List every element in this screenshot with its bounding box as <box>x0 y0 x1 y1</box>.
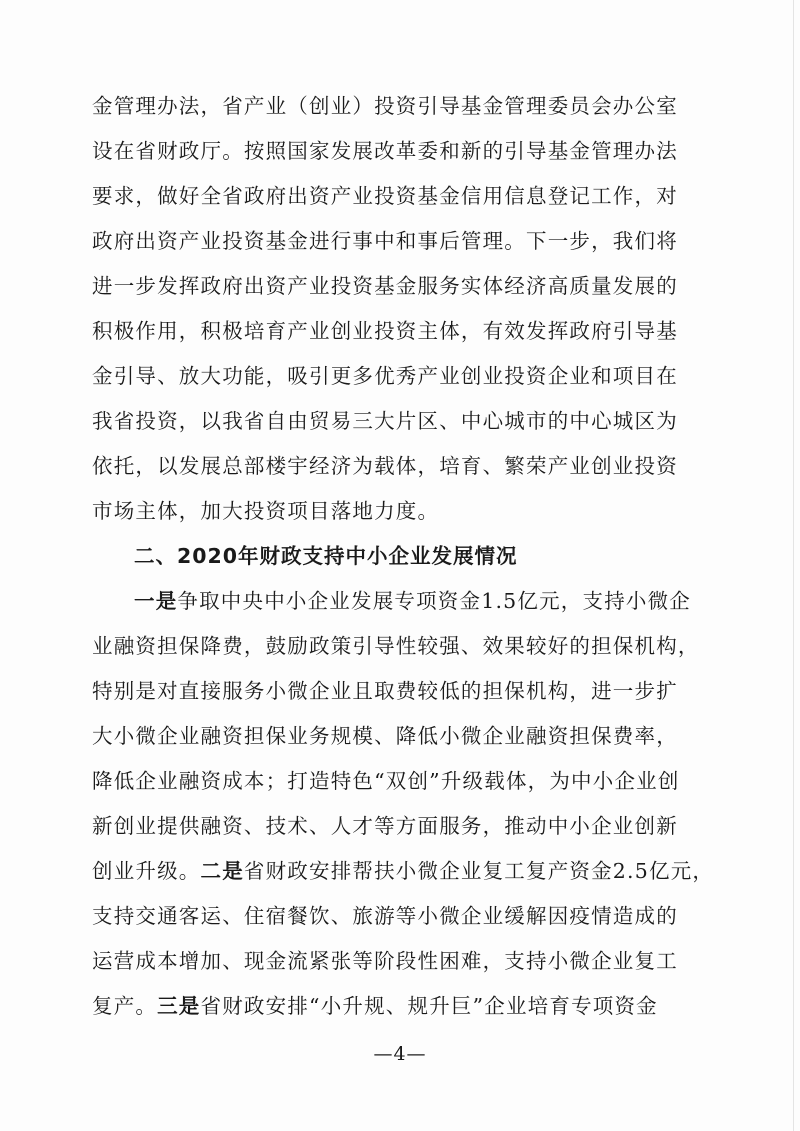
para2-line-3: 特别是对直接服务小微企业且取费较低的担保机构，进一步扩 <box>92 679 678 703</box>
para2-third-bold: 三是 <box>157 994 201 1018</box>
para2-line-6: 新创业提供融资、技术、人才等方面服务，推动中小企业创新 <box>92 814 678 838</box>
para2-line-10 <box>92 992 702 1020</box>
para2-line-10-a: 复产。 <box>92 994 158 1018</box>
para2-line-4: 大小微企业融资担保业务规模、降低小微企业融资担保费率， <box>92 724 678 748</box>
para2-line-7-b: 省财政安排帮扶小微企业复工复产资金2.5亿元， <box>243 859 715 883</box>
para2-second-bold: 二是 <box>200 859 244 883</box>
para2-line-7 <box>92 857 715 885</box>
section-heading: 二、2020年财政支持中小企业发展情况 <box>134 544 518 568</box>
body-line-4: 政府出资产业投资基金进行事中和事后管理。下一步，我们将 <box>92 229 678 253</box>
para2-line-7-a: 创业升级。 <box>92 859 201 883</box>
page-number: —4— <box>373 1043 427 1065</box>
para2-lead-bold: 一是 <box>134 589 178 613</box>
para2-line-8: 支持交通客运、住宿餐饮、旅游等小微企业缓解因疫情造成的 <box>92 904 678 928</box>
body-line-10: 市场主体，加大投资项目落地力度。 <box>92 499 440 523</box>
scan-edge-divider <box>793 0 794 1131</box>
para2-line-1 <box>134 587 744 615</box>
body-line-6: 积极作用，积极培育产业创业投资主体，有效发挥政府引导基 <box>92 319 678 343</box>
body-line-2: 设在省财政厅。按照国家发展改革委和新的引导基金管理办法 <box>92 139 678 163</box>
body-line-8: 我省投资，以我省自由贸易三大片区、中心城市的中心城区为 <box>92 409 678 433</box>
body-line-5: 进一步发挥政府出资产业投资基金服务实体经济高质量发展的 <box>92 274 678 298</box>
body-line-7: 金引导、放大功能，吸引更多优秀产业创业投资企业和项目在 <box>92 364 678 388</box>
body-line-9: 依托，以发展总部楼宇经济为载体，培育、繁荣产业创业投资 <box>92 454 678 478</box>
para2-line-9: 运营成本增加、现金流紧张等阶段性困难，支持小微企业复工 <box>92 949 678 973</box>
para2-line-1-text: 争取中央中小企业发展专项资金1.5亿元，支持小微企 <box>177 589 692 613</box>
para2-line-2: 业融资担保降费，鼓励政策引导性较强、效果较好的担保机构， <box>92 634 700 658</box>
para2-line-5: 降低企业融资成本；打造特色“双创”升级载体，为中小企业创 <box>92 769 680 793</box>
body-line-3: 要求，做好全省政府出资产业投资基金信用信息登记工作，对 <box>92 184 678 208</box>
para2-line-10-b: 省财政安排“小升规、规升巨”企业培育专项资金 <box>200 994 658 1018</box>
body-line-1: 金管理办法，省产业（创业）投资引导基金管理委员会办公室 <box>92 94 678 118</box>
